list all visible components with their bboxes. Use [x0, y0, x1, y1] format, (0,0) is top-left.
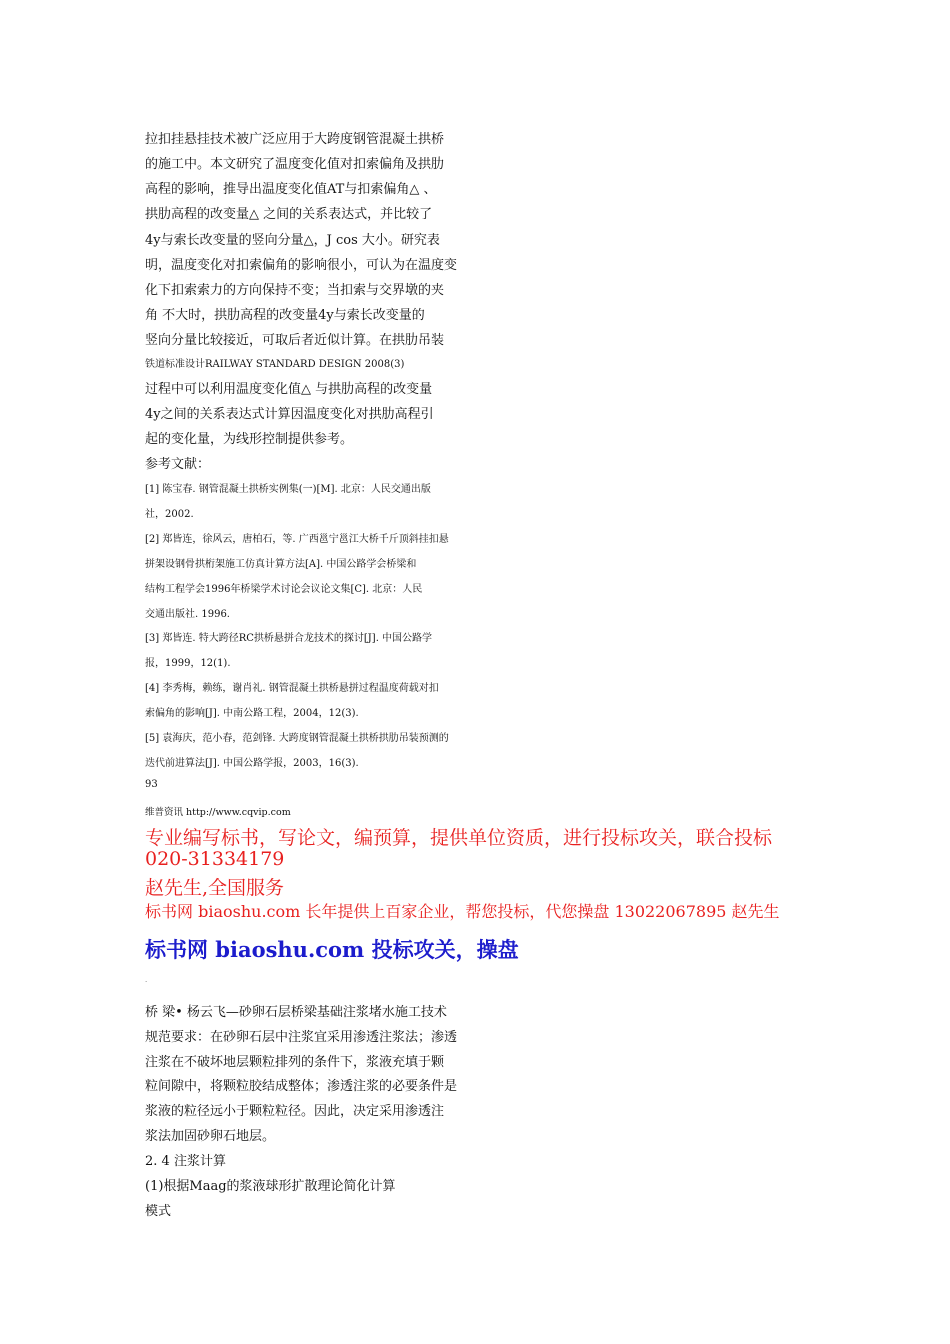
body-line: 浆法加固砂卵石地层。	[145, 1129, 276, 1144]
body-line: 角 不大时，拱肋高程的改变量4y与索长改变量的	[145, 308, 425, 323]
reference-line: 结构工程学会1996年桥梁学术讨论会议论文集[C]. 北京：人民	[145, 584, 423, 595]
references-title: 参考文献：	[145, 457, 211, 472]
reference-line: 社，2002.	[145, 509, 194, 520]
page-number: 93	[145, 779, 158, 790]
body-line: 起的变化量，为线形控制提供参考。	[145, 432, 354, 447]
reference-line: [1] 陈宝春. 钢管混凝土拱桥实例集(一)[M]. 北京：人民交通出版	[145, 484, 431, 495]
source-line: 维普资讯 http://www.cqvip.com	[145, 807, 291, 818]
ad-line: 专业编写标书，写论文，编预算，提供单位资质，进行投标攻关，联合投标	[145, 827, 773, 849]
body-line: 模式	[145, 1204, 172, 1219]
body-line: 粒间隙中，将颗粒胶结成整体；渗透注浆的必要条件是	[145, 1079, 458, 1094]
subheading: (1)根据Maag的浆液球形扩散理论简化计算	[145, 1179, 396, 1194]
body-line: 浆液的粒径远小于颗粒粒径。因此，决定采用渗透注	[145, 1104, 445, 1119]
reference-line: 报，1999，12(1).	[145, 658, 231, 669]
journal-running-header: 铁道标准设计RAILWAY STANDARD DESIGN 2008(3)	[145, 359, 405, 370]
section-title-line: 桥 梁• 杨云飞—砂卵石层桥梁基础注浆堵水施工技术	[145, 1005, 447, 1020]
body-line: 4y之间的关系表达式计算因温度变化对拱肋高程引	[145, 407, 434, 422]
reference-line: 迭代前进算法[J]. 中国公路学报，2003，16(3).	[145, 758, 359, 769]
body-line: 规范要求：在砂卵石层中注浆宜采用渗透注浆法；渗透	[145, 1030, 458, 1045]
body-line: 高程的影响，推导出温度变化值AT与扣索偏角△ 、	[145, 182, 437, 197]
reference-line: 交通出版社. 1996.	[145, 609, 230, 620]
ad-contact: 赵先生,全国服务	[145, 877, 285, 899]
section-heading: 2. 4 注浆计算	[145, 1154, 226, 1169]
body-line: 化下扣索索力的方向保持不变；当扣索与交界墩的夹	[145, 283, 445, 298]
body-line: 拱肋高程的改变量△ 之间的关系表达式，并比较了	[145, 207, 433, 222]
body-line: 拉扣挂悬挂技术被广泛应用于大跨度钢管混凝土拱桥	[145, 132, 445, 147]
body-line: 的施工中。本文研究了温度变化值对扣索偏角及拱肋	[145, 157, 445, 172]
ad-line: 标书网 biaoshu.com 长年提供上百家企业，帮您投标，代您操盘 13022067895 赵先生	[145, 902, 780, 921]
reference-line: [4] 李秀梅，赖练，谢肖礼. 钢管混凝土拱桥悬拼过程温度荷载对扣	[145, 683, 439, 694]
body-line: 过程中可以利用温度变化值△ 与拱肋高程的改变量	[145, 382, 433, 397]
body-line: 注浆在不破坏地层颗粒排列的条件下，浆液充填于颗	[145, 1055, 445, 1070]
reference-line: [5] 袁海庆，范小春，范剑锋. 大跨度钢管混凝土拱桥拱肋吊装预测的	[145, 733, 449, 744]
reference-line: 拼架设钢骨拱桁架施工仿真计算方法[A]. 中国公路学会桥梁和	[145, 559, 417, 570]
reference-line: [3] 郑皆连. 特大跨径RC拱桥悬拼合龙技术的探讨[J]. 中国公路学	[145, 633, 433, 644]
reference-line: 索偏角的影响[J]. 中南公路工程，2004，12(3).	[145, 708, 359, 719]
ad-phone: 020-31334179	[145, 848, 285, 870]
ad-banner: 标书网 biaoshu.com 投标攻关，操盘	[145, 937, 519, 962]
body-line: 明，温度变化对扣索偏角的影响很小，可认为在温度变	[145, 258, 458, 273]
body-line: 4y与索长改变量的竖向分量△，J cos 大小。研究表	[145, 233, 440, 248]
body-line: 竖向分量比较接近，可取后者近似计算。在拱肋吊装	[145, 333, 445, 348]
reference-line: [2] 郑皆连，徐风云，唐柏石，等. 广西邕宁邕江大桥千斤顶斜挂扣悬	[145, 534, 449, 545]
separator-dot: .	[145, 976, 148, 984]
